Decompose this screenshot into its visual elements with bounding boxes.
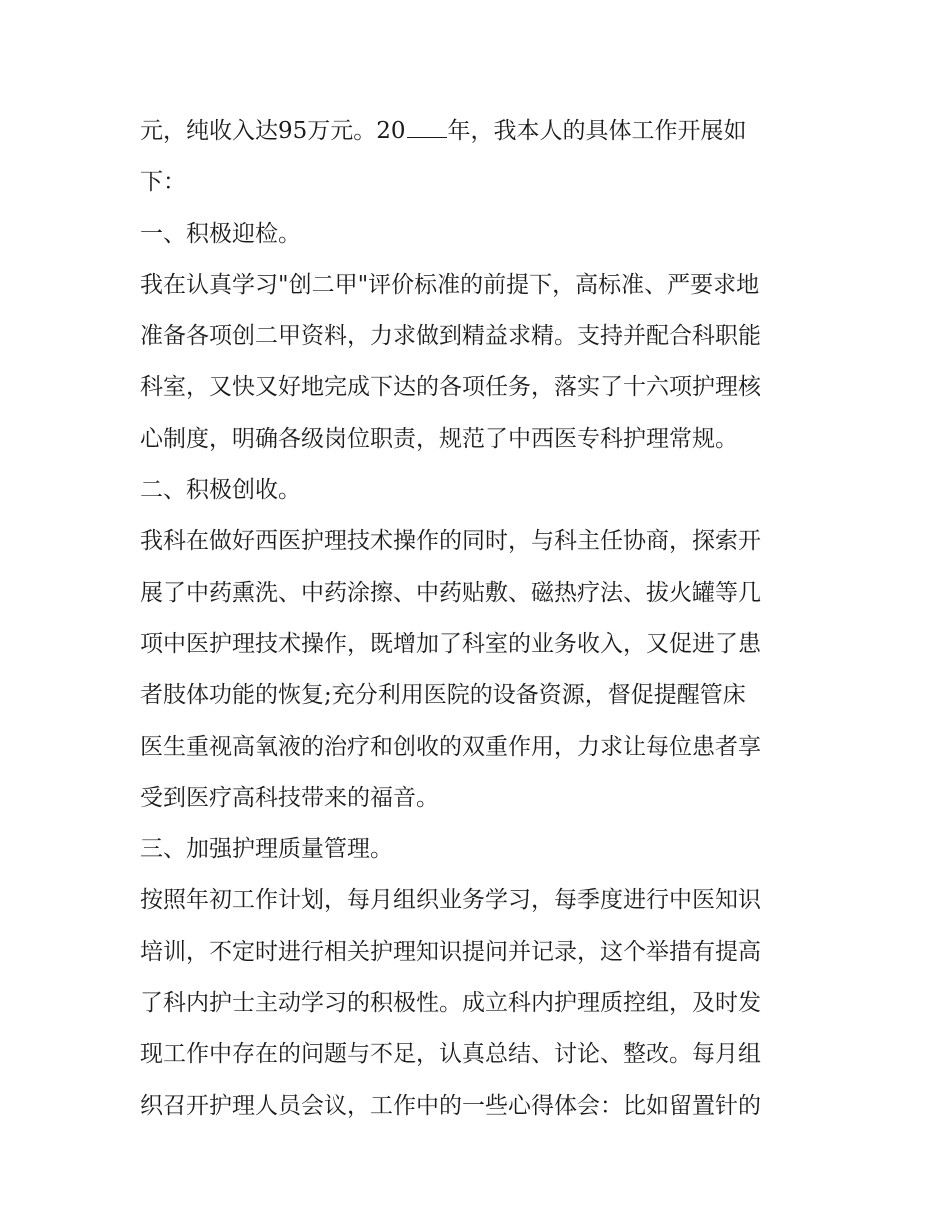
paragraph-line: 准备各项创二甲资料，力求做到精益求精。支持并配合科职能 bbox=[140, 323, 761, 350]
document-body bbox=[140, 106, 820, 1132]
section-heading: 三、加强护理质量管理。 bbox=[140, 836, 393, 863]
paragraph-line: 心制度，明确各级岗位职责，规范了中西医专科护理常规。 bbox=[140, 425, 738, 452]
paragraph-line: 按照年初工作计划，每月组织业务学习，每季度进行中医知识 bbox=[140, 887, 761, 914]
section-heading: 一、积极迎检。 bbox=[140, 220, 301, 247]
paragraph-line: 培训，不定时进行相关护理知识提问并记录，这个举措有提高 bbox=[140, 938, 761, 965]
section-heading: 二、积极创收。 bbox=[140, 477, 301, 504]
paragraph-line: 我科在做好西医护理技术操作的同时，与科主任协商，探索开 bbox=[140, 528, 761, 555]
paragraph-line: 元，纯收入达95万元。20 年，我本人的具体工作开展如 bbox=[140, 118, 747, 144]
paragraph-line: 我在认真学习"创二甲"评价标准的前提下，高标准、严要求地 bbox=[140, 271, 760, 298]
paragraph-line: 了科内护士主动学习的积极性。成立科内护理质控组，及时发 bbox=[140, 990, 761, 1017]
paragraph-line: 受到医疗高科技带来的福音。 bbox=[140, 784, 439, 811]
paragraph-line: 项中医护理技术操作，既增加了科室的业务收入，又促进了患 bbox=[140, 630, 761, 657]
paragraph-line: 医生重视高氧液的治疗和创收的双重作用，力求让每位患者享 bbox=[140, 733, 761, 760]
paragraph-line: 者肢体功能的恢复;充分利用医院的设备资源，督促提醒管床 bbox=[140, 682, 746, 709]
paragraph-line: 现工作中存在的问题与不足，认真总结、讨论、整改。每月组 bbox=[140, 1041, 761, 1068]
fill-in-blank bbox=[407, 117, 447, 138]
paragraph-line: 展了中药熏洗、中药涂擦、中药贴敷、磁热疗法、拔火罐等几 bbox=[140, 579, 761, 606]
paragraph-line: 织召开护理人员会议，工作中的一些心得体会：比如留置针的 bbox=[140, 1092, 761, 1119]
paragraph-line: 科室，又快又好地完成下达的各项任务，落实了十六项护理核 bbox=[140, 374, 761, 401]
paragraph-line: 下： bbox=[140, 169, 186, 196]
